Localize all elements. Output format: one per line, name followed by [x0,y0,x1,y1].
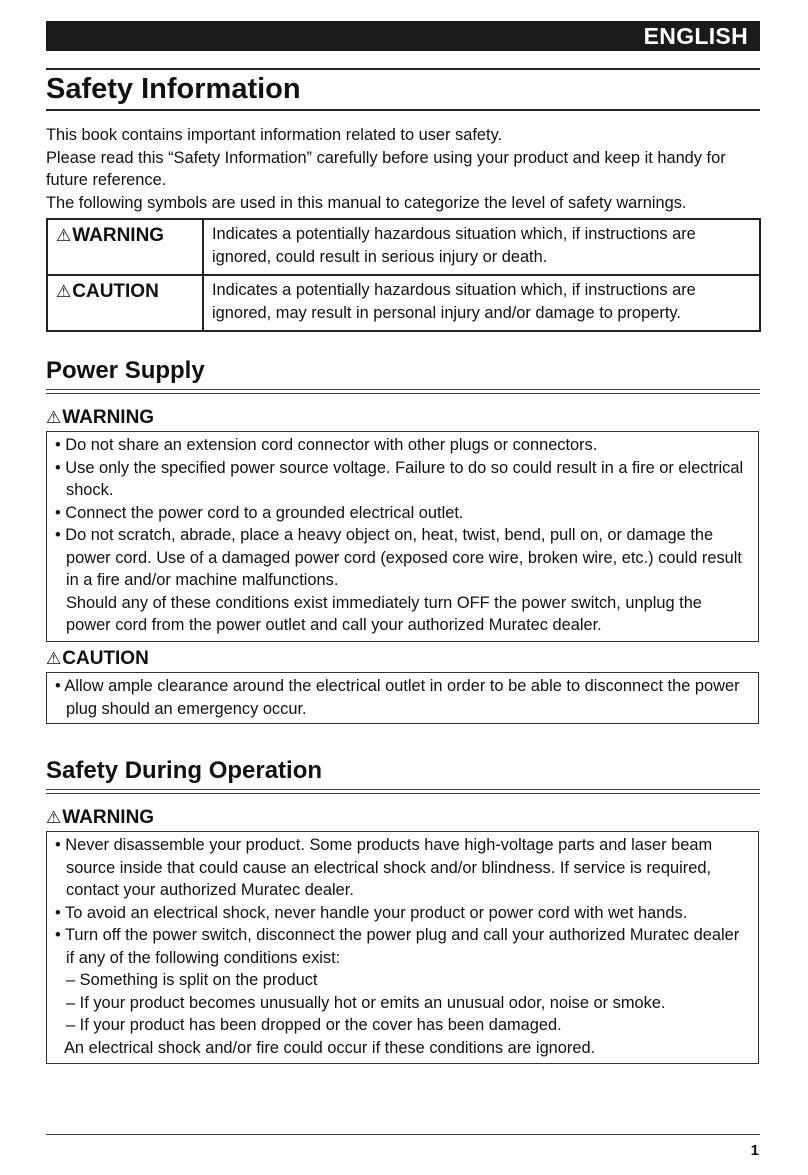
power-warning-label [46,406,154,430]
list-item: • Turn off the power switch, disconnect the power plug and call your authorized Muratec dealer if any of the following conditions exist: [55,926,740,967]
language-header: ENGLISH [46,21,760,51]
operation-warning-label [46,806,154,830]
intro-text [46,124,762,214]
footer-rule [46,1134,760,1135]
symbol-label: CAUTION [72,281,159,302]
intro-line: Please read this “Safety Information” carefully before using your product and keep it handy for future reference. [46,148,726,189]
page-number: 1 [750,1142,759,1159]
list-item: • Do not share an extension cord connector with other plugs or connectors. [55,436,598,454]
section-rule [46,393,760,394]
condition-item: – If your product becomes unusually hot or emits an unusual odor, noise or smoke. [66,993,666,1012]
intro-line: This book contains important information related to user safety. [46,126,503,144]
symbol-row-warning [47,219,760,275]
alert-label-text: WARNING [62,807,155,828]
list-item: • To avoid an electrical shock, never handle your product or power cord with wet hands. [55,903,688,922]
list-note: An electrical shock and/or fire could occur if these conditions are ignored. [64,1038,596,1057]
list-item: • Do not scratch, abrade, place a heavy object on, heat, twist, bend, pull on, or damage the power cord. Use of a damaged power cord (exposed core wire, broken wire, etc.) could result in a fire and/or machine malfunctions. [55,526,742,589]
power-caution-box [46,672,759,724]
list-item: • Connect the power cord to a grounded electrical outlet. [55,503,464,522]
list-note: Should any of these conditions exist immediately turn OFF the power switch, unplug the power cord from the power outlet and call your authorized Muratec dealer. [66,593,702,634]
symbol-label-cell [47,219,203,275]
section-rule [46,793,760,794]
symbol-description: Indicates a potentially hazardous situation which, if instructions are ignored, could result in serious injury or death. [203,219,760,275]
warning-triangle-icon: ⚠ [46,649,62,668]
section-title-safety-operation: Safety During Operation [46,757,323,784]
operation-warning-box [46,831,759,1064]
intro-line: The following symbols are used in this manual to categorize the level of safety warnings. [46,193,687,212]
section-rule [46,389,760,390]
symbol-label-cell [47,275,203,331]
section-title-power-supply: Power Supply [46,357,205,384]
list-item: • Use only the specified power source voltage. Failure to do so could result in a fire or electrical shock. [55,458,744,499]
alert-label-text: CAUTION [62,648,149,669]
power-caution-label [46,647,149,671]
symbol-label: WARNING [72,225,165,246]
condition-item: – Something is split on the product [66,971,318,989]
power-warning-box [46,431,759,642]
symbol-table [46,218,761,332]
title-rule-bottom [46,109,760,111]
warning-triangle-icon: ⚠ [46,408,62,427]
symbol-row-caution [47,275,760,331]
warning-triangle-icon: ⚠ [56,226,72,245]
section-rule [46,789,760,790]
list-item: • Never disassemble your product. Some products have high-voltage parts and laser beam source inside that could cause an electrical shock and/or blindness. If service is required, contact your authorized Muratec dealer. [55,836,713,899]
symbol-description: Indicates a potentially hazardous situation which, if instructions are ignored, may result in personal injury and/or damage to property. [203,275,760,331]
alert-label-text: WARNING [62,407,155,428]
page-title: Safety Information [46,73,301,105]
warning-triangle-icon: ⚠ [56,282,72,301]
condition-item: – If your product has been dropped or the cover has been damaged. [66,1016,562,1034]
list-item: • Allow ample clearance around the electrical outlet in order to be able to disconnect the power plug should an emergency occur. [55,677,740,718]
warning-triangle-icon: ⚠ [46,808,62,827]
